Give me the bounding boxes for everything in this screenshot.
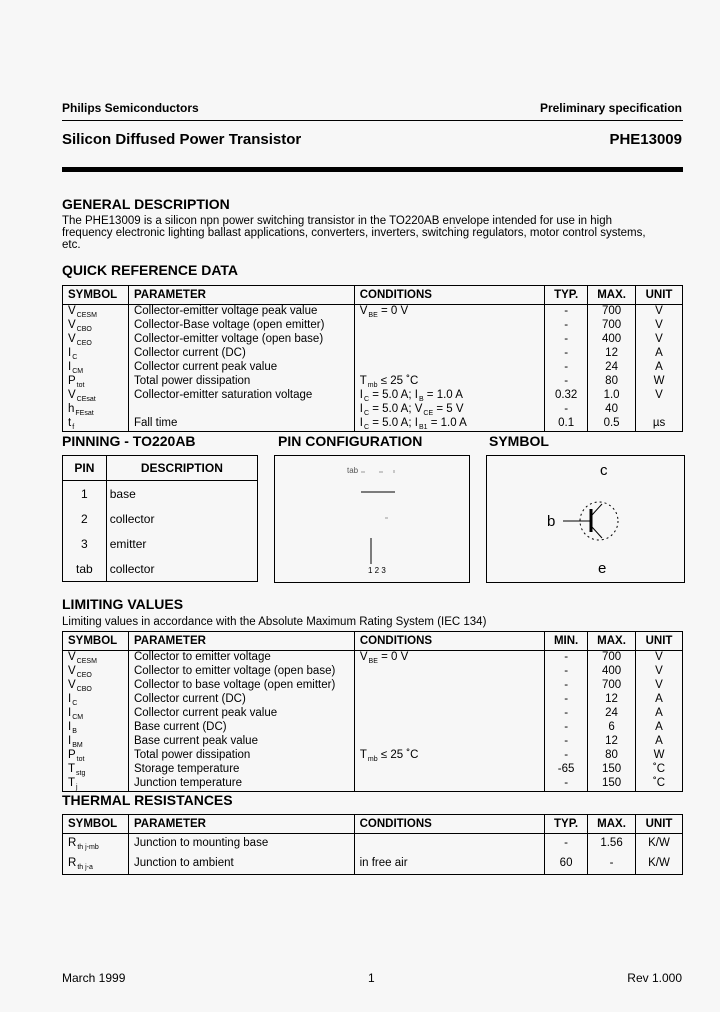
unit-cell: A (636, 693, 683, 707)
condition-text: = 5.0 A; I (369, 389, 418, 401)
max-cell: 700 (588, 319, 636, 333)
symbol-subscript: f (72, 424, 75, 431)
condition-text: I (359, 403, 363, 415)
parameter-cell (128, 403, 354, 417)
table-row (63, 763, 683, 777)
parameter-cell: Fall time (128, 417, 354, 432)
symbol-subscript: C (72, 354, 78, 361)
condition-text: ≤ 25 ˚C (377, 375, 419, 387)
table-header-row (63, 815, 683, 834)
unit-cell: K/W (636, 854, 683, 875)
symbol-letter: V (68, 305, 76, 317)
parameter-cell: Collector-emitter voltage peak value (128, 305, 354, 320)
tab-label: tab (347, 466, 359, 475)
pin-configuration-heading: PIN CONFIGURATION (278, 433, 423, 449)
table-row (63, 333, 683, 347)
parameter-cell: Collector to emitter voltage (open base) (128, 665, 354, 679)
symbol-subscript: B (72, 728, 77, 735)
unit-cell: K/W (636, 834, 683, 855)
pin-numbers-label: 1 2 3 (368, 566, 386, 575)
table-row (63, 721, 683, 735)
conditions-cell (354, 749, 544, 763)
part-number: PHE13009 (609, 131, 682, 148)
conditions-cell (354, 707, 544, 721)
table-header-row (63, 632, 683, 651)
unit-cell: W (636, 375, 683, 389)
condition-subscript: B1 (418, 424, 428, 431)
condition-text: I (359, 417, 363, 429)
symbol-cell (63, 834, 129, 855)
typ-cell: - (545, 403, 588, 417)
conditions-cell: in free air (354, 854, 545, 875)
conditions-cell (354, 417, 544, 432)
conditions-cell (354, 693, 544, 707)
max-cell: 1.0 (588, 389, 636, 403)
max-cell: 150 (588, 777, 636, 792)
symbol-letter: I (68, 693, 72, 705)
conditions-cell (354, 319, 544, 333)
to220-package-drawing (275, 456, 469, 582)
footer-page-number: 1 (368, 971, 375, 985)
max-cell: 400 (588, 665, 636, 679)
emitter-label: e (598, 560, 607, 577)
symbol-letter: I (68, 735, 72, 747)
symbol-letter: I (68, 721, 72, 733)
parameter-cell: Collector-emitter voltage (open base) (128, 333, 354, 347)
column-header: PARAMETER (128, 632, 354, 651)
table-row (63, 665, 683, 679)
unit-cell: W (636, 749, 683, 763)
symbol-cell (63, 319, 129, 333)
symbol-letter: V (68, 333, 76, 345)
table-row (63, 305, 683, 320)
unit-cell: A (636, 721, 683, 735)
column-header: TYP. (545, 815, 588, 834)
thermal-resistances-heading: THERMAL RESISTANCES (62, 792, 233, 808)
symbol-letter: t (68, 417, 72, 429)
column-header: SYMBOL (63, 632, 129, 651)
symbol-subscript: FEsat (75, 410, 94, 417)
parameter-cell: Total power dissipation (128, 749, 354, 763)
unit-cell: A (636, 347, 683, 361)
symbol-cell (63, 679, 129, 693)
condition-subscript: BE (368, 658, 378, 665)
typ-cell: - (545, 305, 588, 320)
table-row (63, 749, 683, 763)
parameter-cell: Junction to ambient (128, 854, 354, 875)
pin-configuration-box (274, 455, 470, 583)
unit-cell: V (636, 305, 683, 320)
parameter-cell: Storage temperature (128, 763, 354, 777)
pinning-heading: PINNING - TO220AB (62, 433, 196, 449)
table-row (63, 531, 258, 556)
parameter-cell: Total power dissipation (128, 375, 354, 389)
table-row (63, 707, 683, 721)
symbol-subscript: CBO (76, 686, 92, 693)
pin-description: emitter (106, 531, 257, 556)
column-header: CONDITIONS (354, 286, 544, 305)
condition-text: V (359, 305, 368, 317)
table-row (63, 777, 683, 792)
table-row (63, 375, 683, 389)
max-cell: 700 (588, 651, 636, 666)
footer-date: March 1999 (62, 971, 126, 985)
symbol-cell (63, 361, 129, 375)
column-header: SYMBOL (63, 815, 129, 834)
symbol-cell (63, 777, 129, 792)
symbol-cell (63, 347, 129, 361)
max-cell: 24 (588, 361, 636, 375)
conditions-cell (354, 333, 544, 347)
quick-reference-heading: QUICK REFERENCE DATA (62, 262, 239, 278)
collector-label: c (600, 462, 608, 479)
table-row (63, 481, 258, 507)
conditions-cell (354, 679, 544, 693)
typ-cell: 0.1 (545, 417, 588, 432)
max-cell: - (588, 854, 636, 875)
base-label: b (547, 513, 556, 530)
condition-text: I (359, 389, 363, 401)
condition-text: T (359, 749, 367, 761)
title-rule (62, 167, 683, 172)
parameter-cell: Junction to mounting base (128, 834, 354, 855)
max-cell: 12 (588, 735, 636, 749)
symbol-letter: I (68, 361, 72, 373)
table-row (63, 556, 258, 582)
symbol-cell (63, 417, 129, 432)
conditions-cell (354, 735, 544, 749)
description-line: frequency electronic lighting ballast applications, converters, inverters, switching regulators, motor control systems, (62, 227, 646, 239)
pin-number: tab (63, 556, 107, 582)
condition-text: = 0 V (377, 651, 409, 663)
unit-cell: V (636, 665, 683, 679)
symbol-subscript: tot (76, 756, 85, 763)
symbol-letter: h (68, 403, 75, 415)
column-header: UNIT (636, 286, 683, 305)
unit-cell (636, 403, 683, 417)
typ-cell: - (545, 361, 588, 375)
unit-cell: µs (636, 417, 683, 432)
symbol-subscript: CEO (76, 340, 92, 347)
condition-text: = 5 V (433, 403, 464, 415)
description-line: The PHE13009 is a silicon npn power switching transistor in the TO220AB envelope intended for use in high (62, 215, 612, 227)
symbol-cell (63, 854, 129, 875)
max-cell: 700 (588, 679, 636, 693)
unit-cell: A (636, 361, 683, 375)
column-header: MAX. (588, 286, 636, 305)
parameter-cell: Collector current peak value (128, 361, 354, 375)
max-cell: 24 (588, 707, 636, 721)
symbol-cell (63, 375, 129, 389)
symbol-letter: T (68, 763, 76, 775)
document-type: Preliminary specification (539, 101, 682, 115)
unit-cell: V (636, 651, 683, 666)
symbol-cell (63, 651, 129, 666)
conditions-cell (354, 834, 545, 855)
typ-cell: 0.32 (545, 389, 588, 403)
min-cell: - (545, 749, 588, 763)
max-cell: 6 (588, 721, 636, 735)
max-cell: 12 (588, 347, 636, 361)
table-row (63, 693, 683, 707)
min-cell: - (545, 693, 588, 707)
min-cell: -65 (545, 763, 588, 777)
table-row (63, 417, 683, 432)
symbol-letter: V (68, 651, 76, 663)
condition-subscript: BE (368, 312, 378, 319)
column-header: UNIT (636, 815, 683, 834)
condition-text: = 0 V (377, 305, 409, 317)
conditions-cell (354, 651, 544, 666)
symbol-letter: R (68, 857, 77, 869)
condition-text: V (359, 651, 368, 663)
condition-text: = 5.0 A; I (369, 417, 418, 429)
table-row (63, 389, 683, 403)
conditions-cell (354, 389, 544, 403)
symbol-subscript: CEO (76, 672, 92, 679)
table-row (63, 651, 683, 666)
conditions-cell (354, 777, 544, 792)
table-header-row (63, 456, 258, 481)
table-header-row (63, 286, 683, 305)
condition-subscript: B (418, 396, 424, 403)
parameter-cell: Junction temperature (128, 777, 354, 792)
max-cell: 1.56 (588, 834, 636, 855)
symbol-cell (63, 665, 129, 679)
pin-description: collector (106, 506, 257, 531)
parameter-cell: Collector to base voltage (open emitter) (128, 679, 354, 693)
unit-cell: ˚C (636, 777, 683, 792)
pin-number: 3 (63, 531, 107, 556)
column-header: MAX. (588, 815, 636, 834)
symbol-letter: P (68, 375, 76, 387)
unit-cell: A (636, 707, 683, 721)
symbol-cell (63, 403, 129, 417)
symbol-subscript: CESM (76, 312, 97, 319)
conditions-cell (354, 721, 544, 735)
symbol-subscript: tot (76, 382, 85, 389)
limiting-values-table (62, 631, 683, 792)
unit-cell: V (636, 389, 683, 403)
min-cell: - (545, 777, 588, 792)
symbol-cell (63, 305, 129, 320)
parameter-cell: Collector current peak value (128, 707, 354, 721)
table-row (63, 319, 683, 333)
symbol-letter: V (68, 665, 76, 677)
table-row (63, 735, 683, 749)
condition-text: ≤ 25 ˚C (377, 749, 419, 761)
column-header: PARAMETER (128, 286, 354, 305)
symbol-letter: I (68, 347, 72, 359)
typ-cell: - (545, 319, 588, 333)
header-rule (62, 120, 683, 121)
symbol-cell (63, 763, 129, 777)
max-cell: 400 (588, 333, 636, 347)
condition-text: = 1.0 A (427, 417, 467, 429)
npn-transistor-symbol-icon (487, 456, 684, 582)
symbol-heading: SYMBOL (489, 433, 549, 449)
symbol-cell (63, 749, 129, 763)
table-row (63, 854, 683, 875)
condition-subscript: C (363, 424, 370, 431)
min-cell: - (545, 665, 588, 679)
condition-text: T (359, 375, 367, 387)
conditions-cell (354, 403, 544, 417)
conditions-cell (354, 361, 544, 375)
symbol-letter: V (68, 389, 76, 401)
limiting-values-intro: Limiting values in accordance with the Absolute Maximum Rating System (IEC 134) (62, 616, 487, 628)
column-header: SYMBOL (63, 286, 129, 305)
general-description-heading: GENERAL DESCRIPTION (62, 196, 230, 212)
column-header: CONDITIONS (354, 815, 545, 834)
column-header: PIN (63, 456, 107, 481)
min-cell: - (545, 679, 588, 693)
pin-number: 1 (63, 481, 107, 507)
column-header: CONDITIONS (354, 632, 544, 651)
parameter-cell: Collector current (DC) (128, 693, 354, 707)
table-row (63, 403, 683, 417)
max-cell: 12 (588, 693, 636, 707)
parameter-cell: Collector-emitter saturation voltage (128, 389, 354, 403)
typ-cell: 60 (545, 854, 588, 875)
symbol-subscript: CBO (76, 326, 92, 333)
unit-cell: V (636, 333, 683, 347)
min-cell: - (545, 735, 588, 749)
symbol-letter: P (68, 749, 76, 761)
condition-subscript: mb (367, 756, 378, 763)
conditions-cell (354, 763, 544, 777)
symbol-cell (63, 389, 129, 403)
parameter-cell: Base current (DC) (128, 721, 354, 735)
symbol-cell (63, 735, 129, 749)
max-cell: 150 (588, 763, 636, 777)
symbol-subscript: th j-a (77, 864, 93, 871)
symbol-subscript: C (72, 700, 78, 707)
symbol-cell (63, 333, 129, 347)
conditions-cell (354, 305, 544, 320)
unit-cell: V (636, 679, 683, 693)
column-header: UNIT (636, 632, 683, 651)
document-title: Silicon Diffused Power Transistor (62, 131, 302, 148)
min-cell: - (545, 651, 588, 666)
condition-text: = 1.0 A (423, 389, 463, 401)
symbol-subscript: CESM (76, 658, 97, 665)
column-header: MAX. (588, 632, 636, 651)
limiting-values-heading: LIMITING VALUES (62, 596, 184, 612)
max-cell: 0.5 (588, 417, 636, 432)
typ-cell: - (545, 834, 588, 855)
symbol-subscript: stg (76, 770, 86, 777)
min-cell: - (545, 707, 588, 721)
pinning-table (62, 455, 258, 582)
condition-subscript: mb (367, 382, 378, 389)
conditions-cell (354, 347, 544, 361)
pin-number: 2 (63, 506, 107, 531)
pin-description: collector (106, 556, 257, 582)
typ-cell: - (545, 375, 588, 389)
condition-subscript: C (363, 396, 370, 403)
table-row (63, 506, 258, 531)
symbol-letter: R (68, 837, 77, 849)
conditions-cell (354, 665, 544, 679)
symbol-letter: V (68, 319, 76, 331)
parameter-cell: Collector-Base voltage (open emitter) (128, 319, 354, 333)
table-row (63, 834, 683, 855)
column-header: MIN. (545, 632, 588, 651)
symbol-box (486, 455, 685, 583)
table-row (63, 361, 683, 375)
footer-revision: Rev 1.000 (627, 971, 682, 985)
symbol-subscript: j (76, 784, 78, 791)
max-cell: 700 (588, 305, 636, 320)
unit-cell: V (636, 319, 683, 333)
quick-reference-table (62, 285, 683, 432)
symbol-subscript: th j-mb (77, 844, 99, 851)
general-description-text (62, 215, 684, 251)
symbol-cell (63, 693, 129, 707)
symbol-cell (63, 721, 129, 735)
max-cell: 80 (588, 375, 636, 389)
unit-cell: A (636, 735, 683, 749)
description-line: etc. (62, 239, 81, 251)
max-cell: 80 (588, 749, 636, 763)
parameter-cell: Base current peak value (128, 735, 354, 749)
typ-cell: - (545, 347, 588, 361)
symbol-subscript: BM (72, 742, 83, 749)
symbol-letter: I (68, 707, 72, 719)
condition-text: = 5.0 A; V (369, 403, 423, 415)
symbol-letter: V (68, 679, 76, 691)
thermal-resistances-table (62, 814, 683, 875)
condition-subscript: CE (423, 410, 434, 417)
unit-cell: ˚C (636, 763, 683, 777)
symbol-subscript: CM (72, 368, 84, 375)
column-header: PARAMETER (128, 815, 354, 834)
typ-cell: - (545, 333, 588, 347)
symbol-cell (63, 707, 129, 721)
table-row (63, 347, 683, 361)
company-name: Philips Semiconductors (62, 101, 199, 115)
symbol-subscript: CEsat (76, 396, 96, 403)
column-header: TYP. (545, 286, 588, 305)
conditions-cell (354, 375, 544, 389)
condition-subscript: C (363, 410, 370, 417)
parameter-cell: Collector to emitter voltage (128, 651, 354, 666)
column-header: DESCRIPTION (106, 456, 257, 481)
symbol-subscript: CM (72, 714, 84, 721)
symbol-letter: T (68, 777, 76, 789)
parameter-cell: Collector current (DC) (128, 347, 354, 361)
table-row (63, 679, 683, 693)
pin-description: base (106, 481, 257, 507)
max-cell: 40 (588, 403, 636, 417)
min-cell: - (545, 721, 588, 735)
